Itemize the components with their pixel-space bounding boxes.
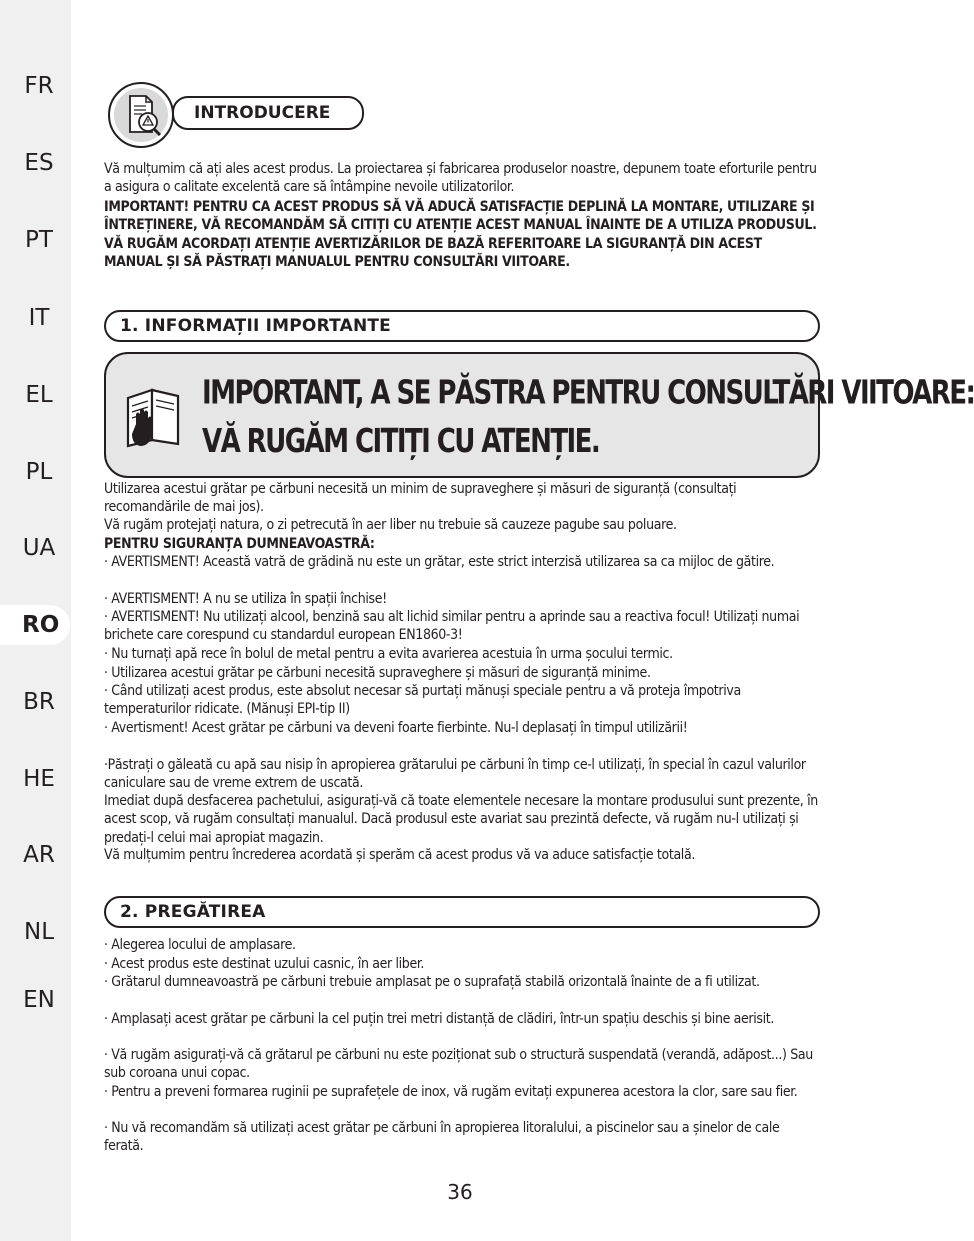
preparation-item: · Alegerea locului de amplasare. [104,937,296,953]
preparation-item: · Amplasați acest grătar pe cărbuni la cel puțin trei metri distanță de clădiri, într-un spațiu deschis și bine aerisit. [104,1011,774,1027]
read-manual-icon [122,380,188,452]
safety-item: ·Păstrați o găleată cu apă sau nisip în apropierea grătarului pe cărbuni în timp ce-l utilizați, în special în cazul valurilor caniculare sau de vreme extrem de uscată. [104,757,806,792]
lang-tab-fr[interactable]: FR [24,73,54,99]
section-1-paragraph-4: Vă mulțumim pentru încrederea acordată și sperăm că acest produs vă va aduce satisfacție totală. [104,847,695,863]
safety-item: · AVERTISMENT! Această vatră de grădină nu este un grătar, este strict interzisă utilizarea sa ca mijloc de gătire. [104,554,775,570]
preparation-item: · Vă rugăm asigurați-vă că grătarul pe cărbuni nu este poziționat sub o structură suspendată (verandă, adăpost...) Sau sub coroana unui copac. [104,1047,813,1082]
lang-tab-ua[interactable]: UA [22,535,56,561]
intro-heading: INTRODUCERE [172,96,364,130]
warning-line-2: VĂ RUGĂM CITIȚI CU ATENȚIE. [202,420,600,460]
section-1-paragraph-2: Vă rugăm protejați natura, o zi petrecută în aer liber nu trebuie să cauzeze pagube sau poluare. [104,517,677,533]
lang-tab-ro-active[interactable]: RO [0,605,70,645]
preparation-item: · Nu vă recomandăm să utilizați acest grătar pe cărbuni în apropierea litoralului, a piscinelor sau a șinelor de cale ferată. [104,1120,780,1155]
preparation-item: · Grătarul dumneavoastră pe cărbuni trebuie amplasat pe o suprafață stabilă orizontală înainte de a fi utilizat. [104,974,760,990]
safety-item: · Când utilizați acest produs, este absolut necesar să purtați mănuși speciale pentru a vă proteja împotriva temperaturilor ridicate. (Mănuși EPI-tip II) [104,683,741,718]
section-1-paragraph-3: Imediat după desfacerea pachetului, asigurați-vă că toate elementele necesare la montare produsului sunt prezente, în acest scop, vă rugăm consultați manualul. Dacă produsul este avariat sau prezintă defecte, vă rugăm nu-l utilizați și predați-l celui mai apropiat magazin. [104,793,818,846]
safety-item: · Utilizarea acestui grătar pe cărbuni necesită supraveghere și măsuri de siguranță minime. [104,665,651,681]
lang-tab-en[interactable]: EN [23,987,55,1013]
lang-tab-it[interactable]: IT [28,305,50,331]
preparation-item: · Pentru a preveni formarea ruginii pe suprafețele de inox, vă rugăm evitați expunerea acestora la clor, sare sau fier. [104,1084,798,1100]
lang-tab-es[interactable]: ES [24,150,54,176]
lang-tab-pl[interactable]: PL [25,459,53,485]
intro-text: Vă mulțumim că ați ales acest produs. La proiectarea și fabricarea produselor noastre, depunem toate eforturile pentru a asigura o calitate excelentă care să întâmpine nevoile utilizatorilor. [104,161,817,196]
page-number: 36 [447,1180,473,1204]
document-warning-icon [108,82,174,148]
section-1-heading: 1. INFORMAȚII IMPORTANTE [104,310,820,342]
safety-item: · AVERTISMENT! Nu utilizați alcool, benzină sau alt lichid similar pentru a aprinde sau a reactiva focul! Utilizați numai brichete care corespund cu standardul european EN1860-3! [104,609,800,644]
lang-tab-ar[interactable]: AR [23,842,55,868]
warning-line-1: IMPORTANT, A SE PĂSTRA PENTRU CONSULTĂRI VIITOARE: [202,372,974,412]
safety-heading: PENTRU SIGURANȚA DUMNEAVOASTRĂ: [104,536,375,552]
important-warning-box [104,352,974,478]
safety-item: · Nu turnați apă rece în bolul de metal pentru a evita avarierea acestuia în urma șocului termic. [104,646,673,662]
safety-item: · Avertisment! Acest grătar pe cărbuni va deveni foarte fierbinte. Nu-l deplasați în timpul utilizării! [104,720,688,736]
section-1-paragraph-1: Utilizarea acestui grătar pe cărbuni necesită un minim de supraveghere și măsuri de siguranță (consultați recomandările de mai jos). [104,481,737,516]
intro-important-text: IMPORTANT! PENTRU CA ACEST PRODUS SĂ VĂ ADUCĂ SATISFACȚIE DEPLINĂ LA MONTARE, UTILIZARE ȘI ÎNTREȚINERE, VĂ RECOMANDĂM SĂ CITIȚI CU ATENȚIE ACEST MANUAL ÎNAINTE DE A UTILIZA PRODUSUL. VĂ RUGĂM ACORDAȚI ATENȚIE AVERTIZĂRILOR DE BAZĂ REFERITOARE LA SIGURANȚĂ DIN ACEST MANUAL ȘI SĂ PĂSTRAȚI MANUALUL PENTRU CONSULTĂRI VIITOARE. [104,199,817,270]
safety-item: · AVERTISMENT! A nu se utiliza în spații închise! [104,591,387,607]
lang-tab-nl[interactable]: NL [23,919,55,945]
lang-tab-el[interactable]: EL [25,382,53,408]
preparation-item: · Acest produs este destinat uzului casnic, în aer liber. [104,956,425,972]
lang-tab-br[interactable]: BR [23,689,55,715]
lang-tab-pt[interactable]: PT [25,227,53,253]
lang-tab-he[interactable]: HE [23,766,55,792]
section-2-heading: 2. PREGĂTIREA [104,896,820,928]
